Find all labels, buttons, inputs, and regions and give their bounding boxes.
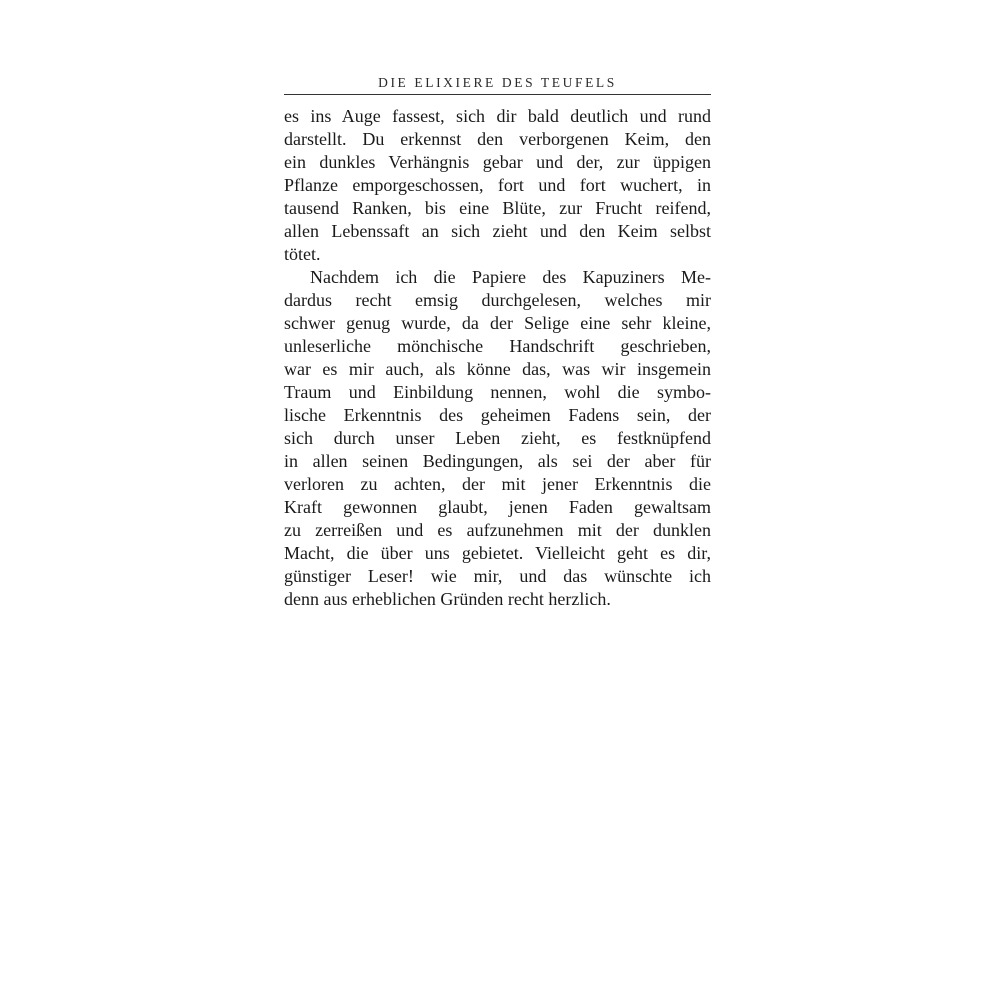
text-line: in allen seinen Bedingungen, als sei der aber für <box>284 451 711 471</box>
text-line: Macht, die über uns gebietet. Vielleicht geht es dir, <box>284 543 711 563</box>
text-line: günstiger Leser! wie mir, und das wünschte ich <box>284 566 711 586</box>
text-line: tötet. <box>284 244 321 264</box>
running-head: DIE ELIXIERE DES TEUFELS <box>284 74 711 95</box>
paragraph <box>284 105 711 266</box>
text-line: allen Lebenssaft an sich zieht und den Keim selbst <box>284 221 711 241</box>
text-line: Pflanze emporgeschossen, fort und fort wuchert, in <box>284 175 711 195</box>
text-line: sich durch unser Leben zieht, es festknüpfend <box>284 428 711 448</box>
book-page <box>284 74 711 611</box>
text-line: ein dunkles Verhängnis gebar und der, zur üppigen <box>284 152 711 172</box>
text-line: Kraft gewonnen glaubt, jenen Faden gewaltsam <box>284 497 711 517</box>
text-line: verloren zu achten, der mit jener Erkenntnis die <box>284 474 711 494</box>
text-line: Nachdem ich die Papiere des Kapuziners Me- <box>310 267 711 287</box>
text-line: Traum und Einbildung nennen, wohl die symbo- <box>284 382 711 402</box>
text-line: tausend Ranken, bis eine Blüte, zur Frucht reifend, <box>284 198 711 218</box>
text-line: denn aus erheblichen Gründen recht herzlich. <box>284 589 611 609</box>
body-text <box>284 105 711 611</box>
text-line: dardus recht emsig durchgelesen, welches mir <box>284 290 711 310</box>
text-line: schwer genug wurde, da der Selige eine sehr kleine, <box>284 313 711 333</box>
text-line: zu zerreißen und es aufzunehmen mit der dunklen <box>284 520 711 540</box>
text-line: darstellt. Du erkennst den verborgenen Keim, den <box>284 129 711 149</box>
paragraph <box>284 266 711 611</box>
text-line: es ins Auge fassest, sich dir bald deutlich und rund <box>284 106 711 126</box>
text-line: war es mir auch, als könne das, was wir insgemein <box>284 359 711 379</box>
text-line: unleserliche mönchische Handschrift geschrieben, <box>284 336 711 356</box>
text-line: lische Erkenntnis des geheimen Fadens sein, der <box>284 405 711 425</box>
